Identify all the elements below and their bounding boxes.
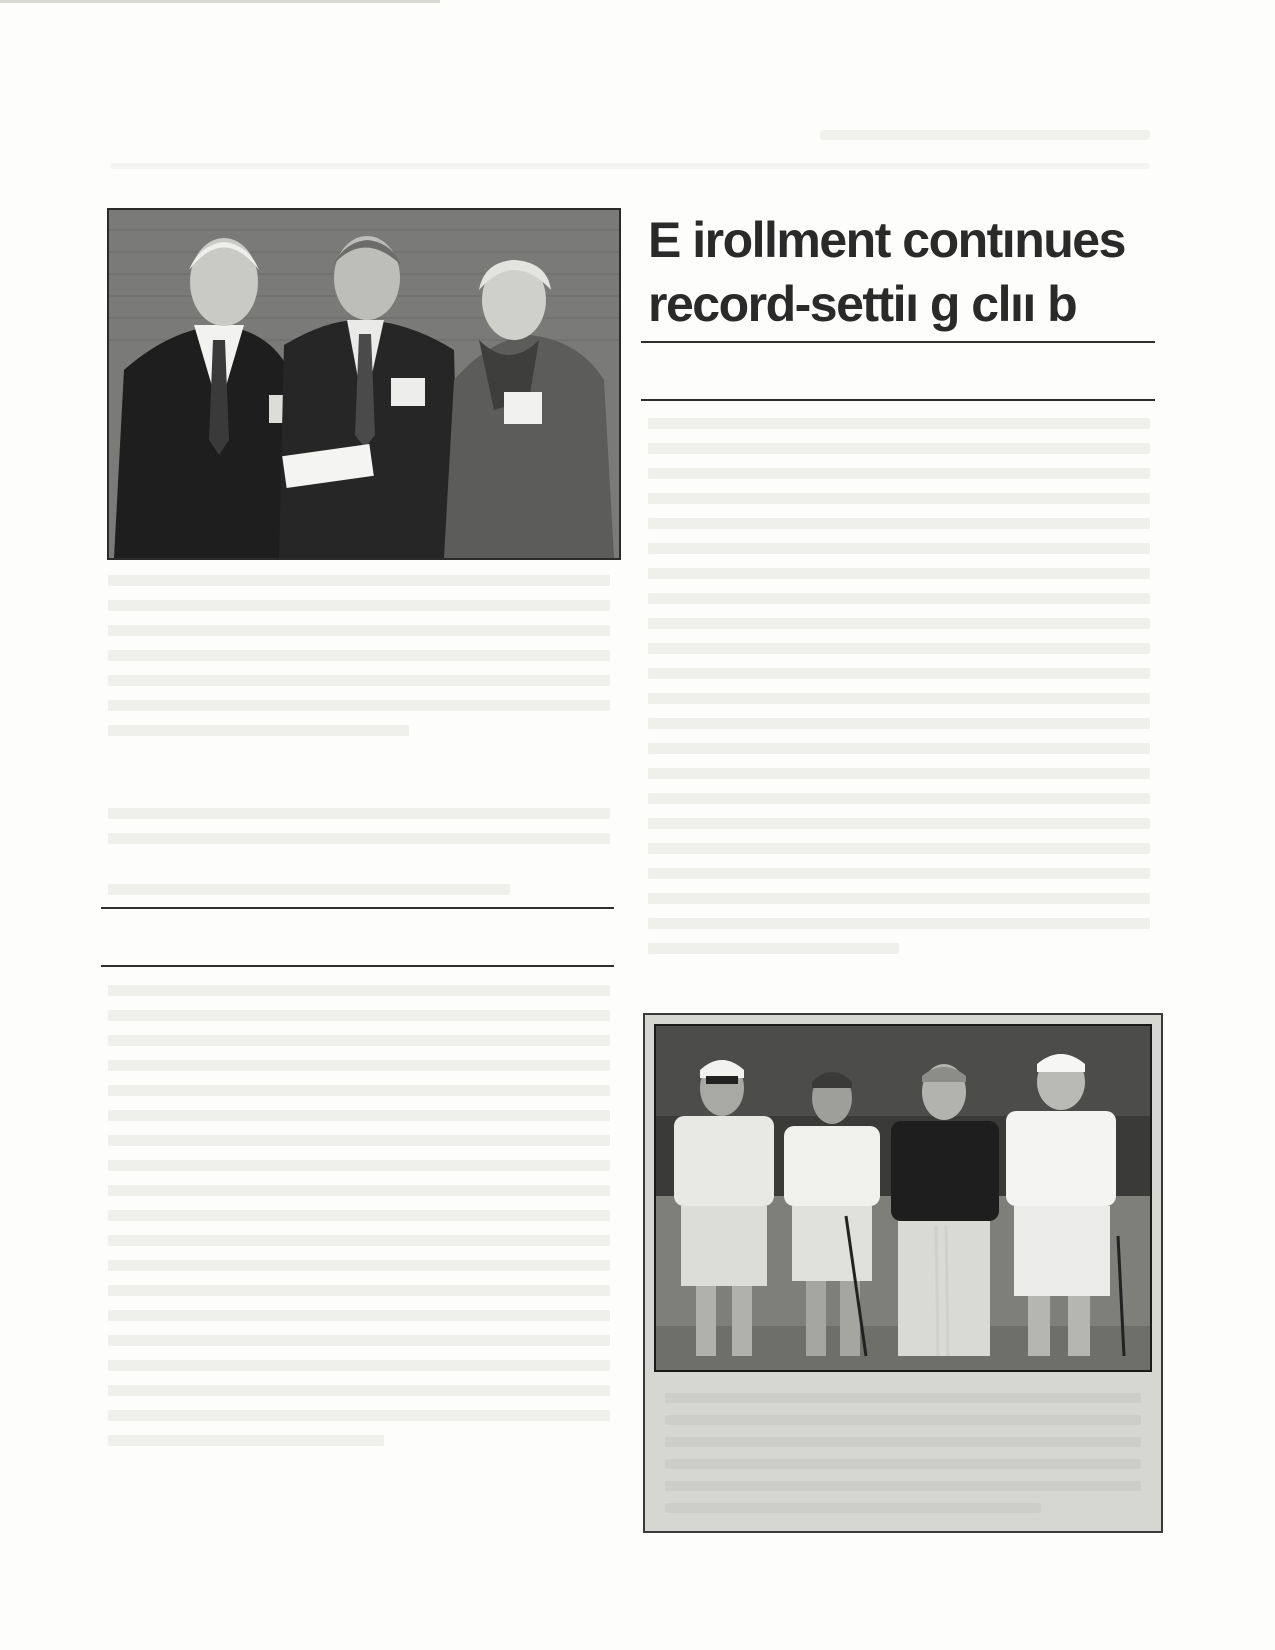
headline-rule-bottom: [641, 399, 1155, 401]
right-article-text: [648, 418, 1150, 968]
headline-line-2: record-settiı g clıı b: [648, 276, 1077, 332]
left-article-text: [108, 985, 610, 1460]
left-body-text: [108, 808, 610, 909]
headline-line-1: E irollment contınues: [648, 212, 1125, 268]
left-column-rule-bottom: [101, 965, 614, 967]
article-headline: [648, 208, 1168, 336]
golf-foursome-photo: [654, 1024, 1152, 1372]
golf-photo-box: [643, 1013, 1163, 1533]
page-edge-line: [0, 0, 440, 3]
headline-rule-top: [641, 341, 1155, 343]
faint-header-text: [820, 130, 1150, 140]
left-caption-text: [108, 575, 610, 750]
faint-header-text: [110, 163, 1150, 169]
check-presentation-photo: [107, 208, 621, 560]
